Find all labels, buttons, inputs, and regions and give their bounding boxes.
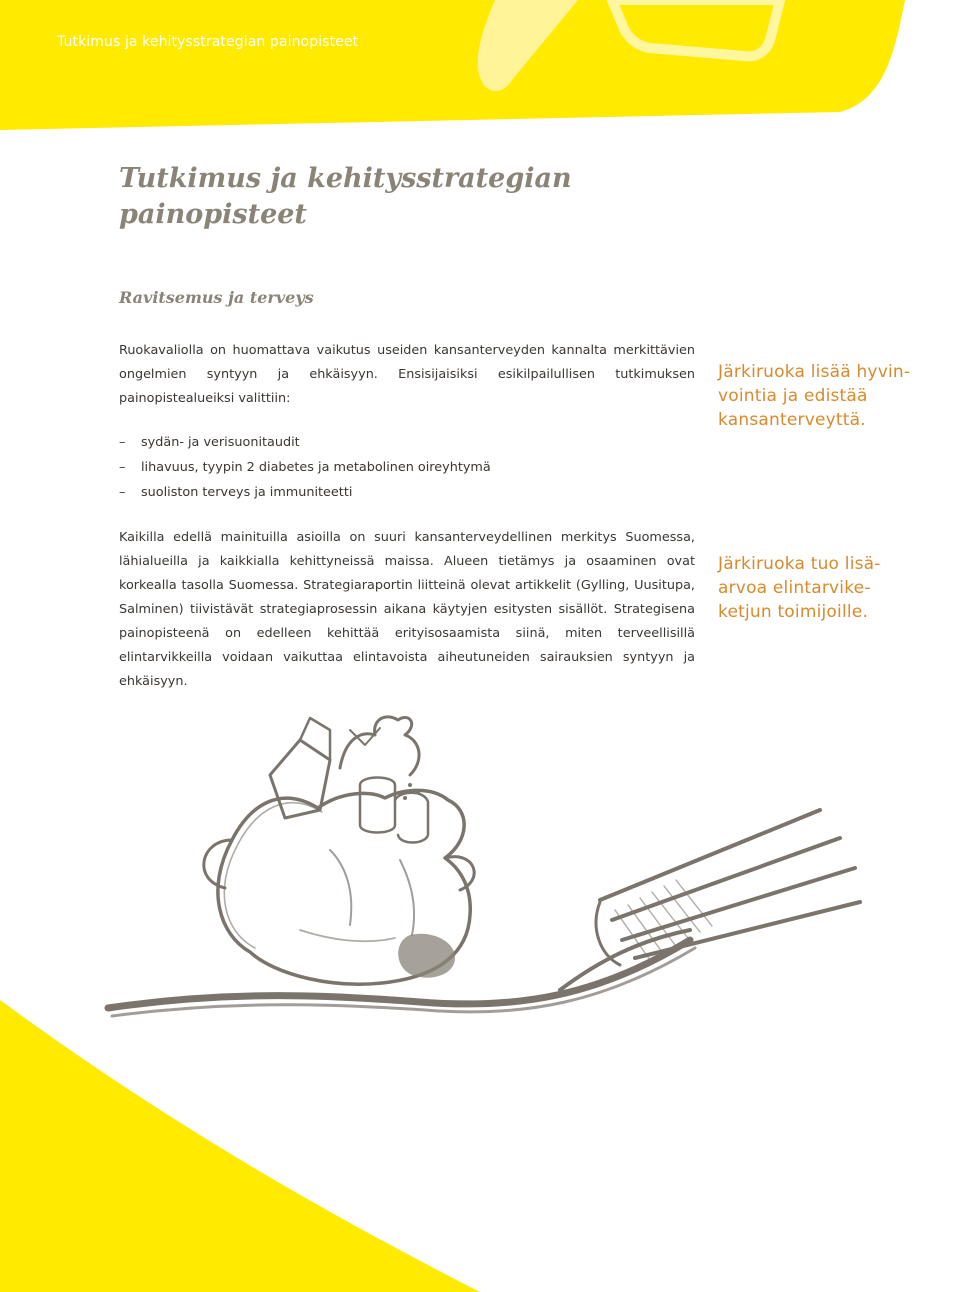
page-title-line-1: Tutkimus ja kehitysstrategian [119,163,572,194]
page-title-line-2: painopisteet [119,199,307,230]
list-item: – lihavuus, tyypin 2 diabetes ja metabolinen oireyhtymä [119,455,491,480]
page-title [119,161,572,233]
page-number: 11 [923,28,954,54]
pull-quote-2-line-3: ketjun toimijoille. [718,602,869,622]
running-head: Tutkimus ja kehitysstrategian painopisteet [57,34,359,50]
section-heading: Ravitsemus ja terveys [119,288,314,307]
priority-list [119,430,491,505]
list-item: – sydän- ja verisuonitaudit [119,430,491,455]
pull-quote-1-line-3: kansanterveyttä. [718,410,866,430]
pull-quote-2-line-1: Järkiruoka tuo lisä- [718,554,881,574]
pull-quote-1 [718,360,950,432]
pull-quote-1-line-1: Järkiruoka lisää hyvin- [718,362,911,382]
list-item: – suoliston terveys ja immuniteetti [119,480,491,505]
header-yellow-band [0,0,905,130]
sketch-bag-on-fork-illustration [0,690,960,1140]
body-paragraph: Kaikilla edellä mainituilla asioilla on suuri kansanterveydellinen merkitys Suomessa, lähialueilla ja kaikkialla kehittyneissä maissa. Alueen tietämys ja osaaminen ovat korkealla tasolla Suomessa. Strategiaraportin liitteinä olevat artikkelit (Gylling, Uusitupa, Salminen) tiivistävät strategiaprosessin aikana käytyjen esitysten sisällöt. Strategisena painopisteenä on edelleen kehittää erityisosaamista siinä, miten terveellisillä elintarvikkeilla voidaan vaikuttaa elintavoista aiheutuneiden sairauksien syntyyn ja ehkäisyyn. [119,530,695,689]
pull-quote-2 [718,552,950,624]
pull-quote-1-line-2: vointia ja edistää [718,386,868,406]
pull-quote-2-line-2: arvoa elintarvike- [718,578,871,598]
intro-paragraph: Ruokavaliolla on huomattava vaikutus useiden kansanterveyden kannalta merkittävien ongelmien syntyyn ja ehkäisyyn. Ensisijaisiksi esikilpailullisen tutkimuksen painopistealueiksi valittiin: [119,343,695,406]
